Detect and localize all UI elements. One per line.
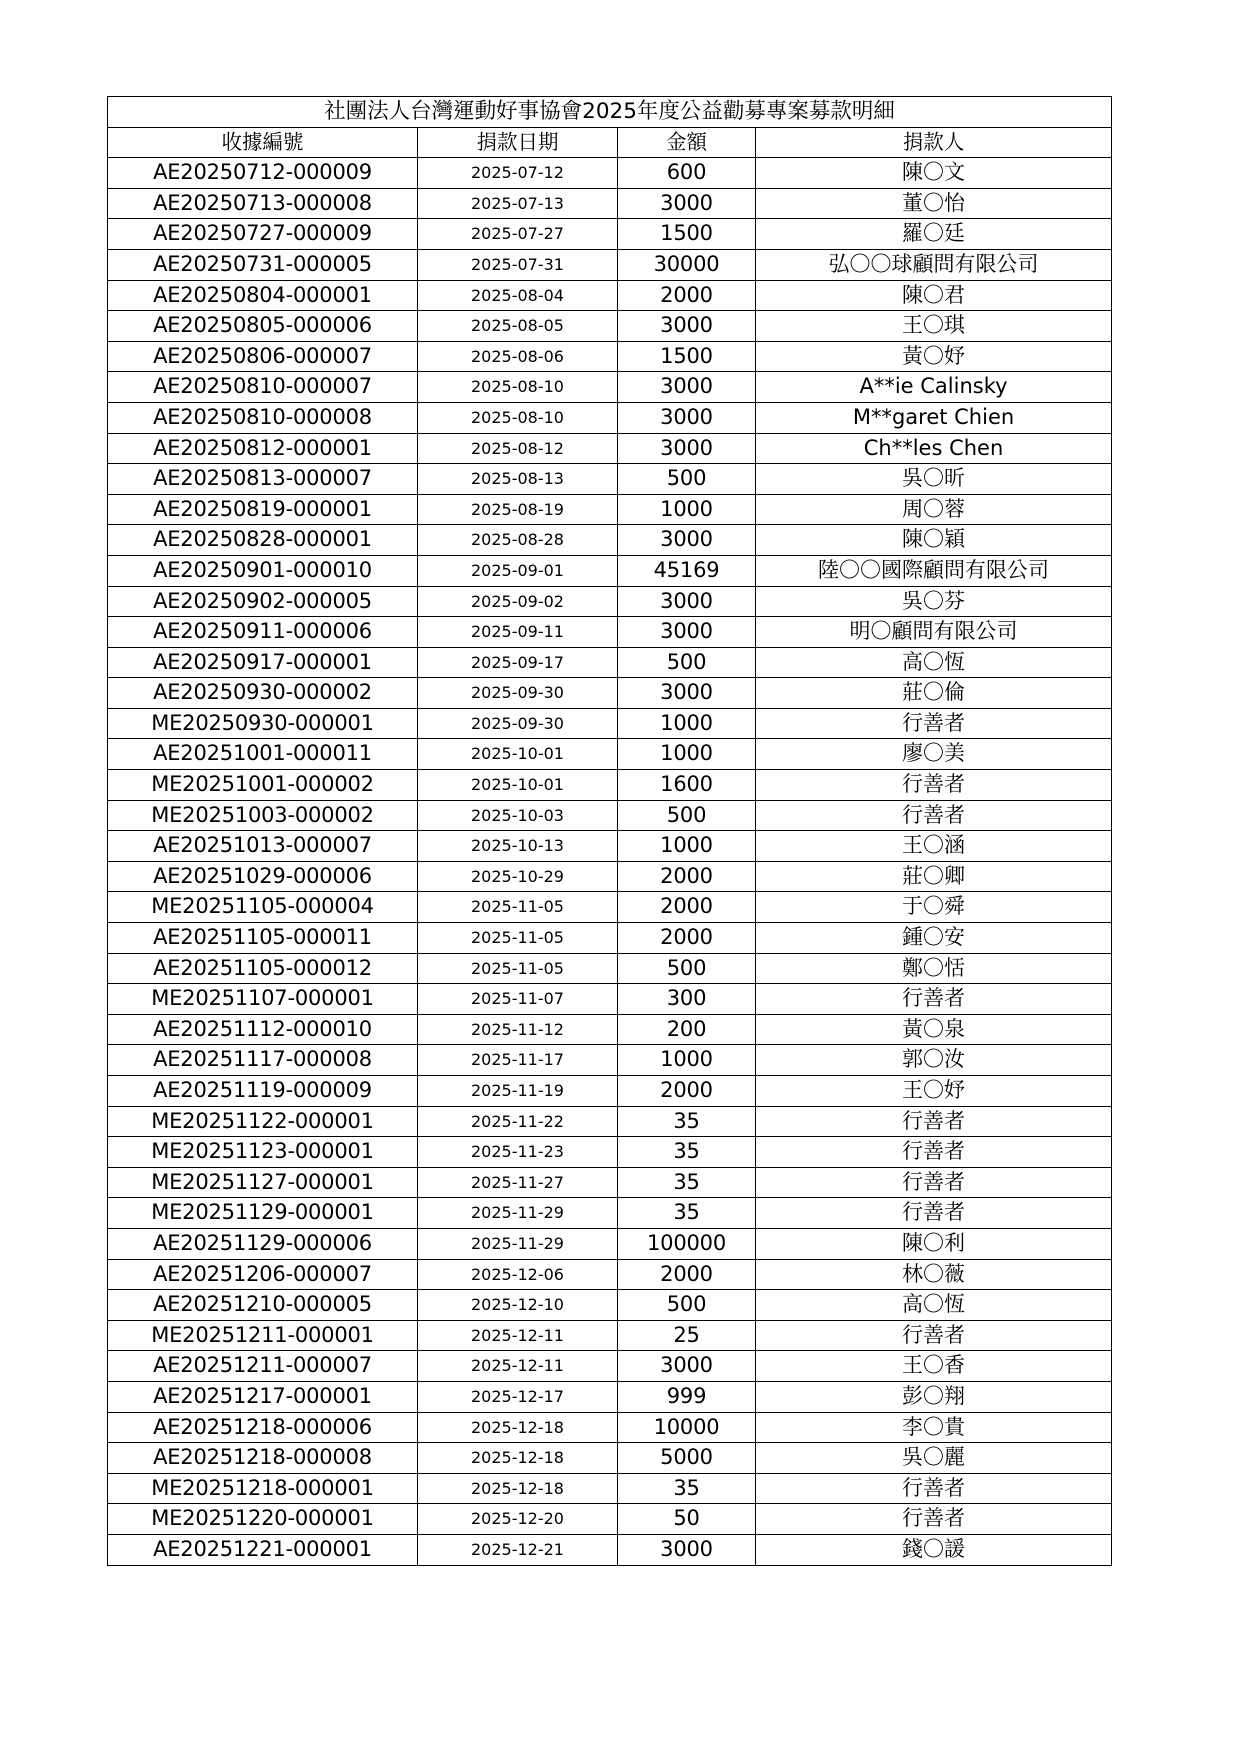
cell-donor: 羅〇廷	[756, 219, 1112, 250]
cell-receipt-no: AE20250813-000007	[108, 464, 418, 495]
cell-donor: 郭〇汝	[756, 1045, 1112, 1076]
table-row	[108, 1014, 1112, 1045]
cell-amount: 2000	[618, 1259, 756, 1290]
cell-donor: M**garet Chien	[756, 402, 1112, 433]
table-row	[108, 555, 1112, 586]
cell-donation-date: 2025-07-13	[418, 188, 618, 219]
table-row	[108, 1259, 1112, 1290]
table-row	[108, 402, 1112, 433]
cell-receipt-no: ME20251105-000004	[108, 892, 418, 923]
table-row	[108, 494, 1112, 525]
cell-donor: 行善者	[756, 1320, 1112, 1351]
table-header	[108, 97, 1112, 158]
cell-donation-date: 2025-12-17	[418, 1381, 618, 1412]
cell-donation-date: 2025-11-23	[418, 1137, 618, 1168]
cell-amount: 5000	[618, 1443, 756, 1474]
table-row	[108, 525, 1112, 556]
cell-donor: 行善者	[756, 1167, 1112, 1198]
table-row	[108, 831, 1112, 862]
cell-receipt-no: AE20251013-000007	[108, 831, 418, 862]
cell-amount: 999	[618, 1381, 756, 1412]
cell-donor: 行善者	[756, 1473, 1112, 1504]
donation-detail-table	[107, 96, 1112, 1566]
cell-amount: 500	[618, 953, 756, 984]
cell-amount: 30000	[618, 249, 756, 280]
cell-amount: 2000	[618, 892, 756, 923]
title-row	[108, 97, 1112, 128]
column-header-donor: 捐款人	[756, 127, 1112, 158]
cell-donor: 莊〇卿	[756, 861, 1112, 892]
cell-donor: Ch**les Chen	[756, 433, 1112, 464]
cell-receipt-no: ME20251123-000001	[108, 1137, 418, 1168]
cell-donation-date: 2025-09-17	[418, 647, 618, 678]
cell-donation-date: 2025-09-30	[418, 678, 618, 709]
cell-donor: 行善者	[756, 984, 1112, 1015]
cell-donation-date: 2025-11-05	[418, 892, 618, 923]
cell-receipt-no: AE20250930-000002	[108, 678, 418, 709]
cell-donor: 董〇怡	[756, 188, 1112, 219]
cell-donation-date: 2025-07-27	[418, 219, 618, 250]
cell-donor: 陳〇文	[756, 158, 1112, 189]
cell-amount: 2000	[618, 280, 756, 311]
table-row	[108, 1290, 1112, 1321]
cell-receipt-no: AE20250805-000006	[108, 311, 418, 342]
column-header-amount: 金額	[618, 127, 756, 158]
cell-amount: 35	[618, 1106, 756, 1137]
cell-amount: 1500	[618, 219, 756, 250]
cell-receipt-no: AE20250819-000001	[108, 494, 418, 525]
cell-donor: 吳〇昕	[756, 464, 1112, 495]
cell-receipt-no: AE20251206-000007	[108, 1259, 418, 1290]
cell-amount: 1600	[618, 770, 756, 801]
cell-receipt-no: AE20250812-000001	[108, 433, 418, 464]
cell-receipt-no: AE20250828-000001	[108, 525, 418, 556]
cell-receipt-no: AE20250804-000001	[108, 280, 418, 311]
table-row	[108, 372, 1112, 403]
cell-receipt-no: AE20250713-000008	[108, 188, 418, 219]
table-row	[108, 158, 1112, 189]
cell-amount: 3000	[618, 586, 756, 617]
cell-donation-date: 2025-12-20	[418, 1504, 618, 1535]
cell-donor: 莊〇倫	[756, 678, 1112, 709]
table-row	[108, 280, 1112, 311]
cell-amount: 35	[618, 1198, 756, 1229]
cell-receipt-no: AE20251221-000001	[108, 1534, 418, 1565]
cell-amount: 3000	[618, 617, 756, 648]
cell-amount: 50	[618, 1504, 756, 1535]
column-header-row	[108, 127, 1112, 158]
cell-receipt-no: AE20251210-000005	[108, 1290, 418, 1321]
cell-amount: 35	[618, 1473, 756, 1504]
table-row	[108, 249, 1112, 280]
table-row	[108, 678, 1112, 709]
cell-donor: 王〇妤	[756, 1076, 1112, 1107]
cell-donation-date: 2025-12-10	[418, 1290, 618, 1321]
cell-receipt-no: AE20250712-000009	[108, 158, 418, 189]
cell-donation-date: 2025-08-10	[418, 372, 618, 403]
cell-amount: 300	[618, 984, 756, 1015]
cell-receipt-no: ME20251211-000001	[108, 1320, 418, 1351]
cell-receipt-no: AE20251105-000011	[108, 923, 418, 954]
cell-donation-date: 2025-10-01	[418, 770, 618, 801]
cell-donation-date: 2025-08-12	[418, 433, 618, 464]
cell-amount: 10000	[618, 1412, 756, 1443]
cell-donation-date: 2025-11-19	[418, 1076, 618, 1107]
cell-donation-date: 2025-11-12	[418, 1014, 618, 1045]
cell-receipt-no: AE20251217-000001	[108, 1381, 418, 1412]
cell-donor: A**ie Calinsky	[756, 372, 1112, 403]
cell-receipt-no: AE20250731-000005	[108, 249, 418, 280]
table-row	[108, 311, 1112, 342]
cell-receipt-no: ME20251001-000002	[108, 770, 418, 801]
cell-donor: 周〇蓉	[756, 494, 1112, 525]
table-row	[108, 1351, 1112, 1382]
cell-receipt-no: AE20251029-000006	[108, 861, 418, 892]
cell-amount: 3000	[618, 525, 756, 556]
cell-donation-date: 2025-10-13	[418, 831, 618, 862]
cell-donor: 錢〇諼	[756, 1534, 1112, 1565]
cell-donation-date: 2025-10-29	[418, 861, 618, 892]
cell-receipt-no: ME20251107-000001	[108, 984, 418, 1015]
cell-amount: 500	[618, 1290, 756, 1321]
cell-receipt-no: ME20251218-000001	[108, 1473, 418, 1504]
table-row	[108, 1443, 1112, 1474]
cell-amount: 600	[618, 158, 756, 189]
cell-donation-date: 2025-11-05	[418, 923, 618, 954]
cell-receipt-no: AE20251001-000011	[108, 739, 418, 770]
table-row	[108, 586, 1112, 617]
cell-receipt-no: ME20251122-000001	[108, 1106, 418, 1137]
cell-donation-date: 2025-08-10	[418, 402, 618, 433]
cell-receipt-no: AE20250810-000007	[108, 372, 418, 403]
cell-donor: 鄭〇恬	[756, 953, 1112, 984]
cell-receipt-no: ME20250930-000001	[108, 708, 418, 739]
cell-receipt-no: ME20251127-000001	[108, 1167, 418, 1198]
table-row	[108, 739, 1112, 770]
cell-donation-date: 2025-07-12	[418, 158, 618, 189]
table-row	[108, 1045, 1112, 1076]
cell-donor: 彭〇翔	[756, 1381, 1112, 1412]
cell-donor: 鍾〇安	[756, 923, 1112, 954]
cell-amount: 3000	[618, 372, 756, 403]
cell-receipt-no: AE20251211-000007	[108, 1351, 418, 1382]
column-header-receipt-no: 收據編號	[108, 127, 418, 158]
cell-donor: 明〇顧問有限公司	[756, 617, 1112, 648]
cell-donation-date: 2025-10-03	[418, 800, 618, 831]
table-row	[108, 1320, 1112, 1351]
table-row	[108, 433, 1112, 464]
cell-donor: 行善者	[756, 1106, 1112, 1137]
cell-donation-date: 2025-09-11	[418, 617, 618, 648]
cell-donor: 王〇香	[756, 1351, 1112, 1382]
cell-donor: 陳〇利	[756, 1228, 1112, 1259]
table-row	[108, 647, 1112, 678]
cell-donor: 于〇舜	[756, 892, 1112, 923]
table-row	[108, 617, 1112, 648]
cell-donation-date: 2025-12-18	[418, 1443, 618, 1474]
cell-donation-date: 2025-11-22	[418, 1106, 618, 1137]
cell-amount: 2000	[618, 861, 756, 892]
table-row	[108, 892, 1112, 923]
cell-amount: 1000	[618, 831, 756, 862]
table-row	[108, 1381, 1112, 1412]
cell-donation-date: 2025-08-19	[418, 494, 618, 525]
cell-donor: 李〇貴	[756, 1412, 1112, 1443]
cell-amount: 500	[618, 800, 756, 831]
cell-donation-date: 2025-12-11	[418, 1320, 618, 1351]
table-row	[108, 464, 1112, 495]
cell-donation-date: 2025-08-05	[418, 311, 618, 342]
table-row	[108, 1076, 1112, 1107]
cell-receipt-no: AE20250901-000010	[108, 555, 418, 586]
cell-donation-date: 2025-12-18	[418, 1412, 618, 1443]
cell-receipt-no: AE20251117-000008	[108, 1045, 418, 1076]
cell-donation-date: 2025-12-06	[418, 1259, 618, 1290]
cell-donation-date: 2025-11-29	[418, 1228, 618, 1259]
cell-donor: 行善者	[756, 708, 1112, 739]
cell-donor: 陳〇穎	[756, 525, 1112, 556]
table-body	[108, 158, 1112, 1565]
table-row	[108, 188, 1112, 219]
cell-amount: 1500	[618, 341, 756, 372]
cell-receipt-no: AE20250810-000008	[108, 402, 418, 433]
column-header-donation-date: 捐款日期	[418, 127, 618, 158]
table-row	[108, 953, 1112, 984]
cell-donation-date: 2025-10-01	[418, 739, 618, 770]
cell-amount: 35	[618, 1167, 756, 1198]
cell-donor: 吳〇芬	[756, 586, 1112, 617]
cell-donor: 陸〇〇國際顧問有限公司	[756, 555, 1112, 586]
cell-amount: 200	[618, 1014, 756, 1045]
table-row	[108, 770, 1112, 801]
cell-receipt-no: AE20251105-000012	[108, 953, 418, 984]
table-row	[108, 219, 1112, 250]
cell-receipt-no: AE20250902-000005	[108, 586, 418, 617]
table-row	[108, 1167, 1112, 1198]
cell-amount: 1000	[618, 739, 756, 770]
cell-receipt-no: AE20250727-000009	[108, 219, 418, 250]
cell-amount: 3000	[618, 311, 756, 342]
cell-amount: 1000	[618, 1045, 756, 1076]
cell-donor: 弘〇〇球顧問有限公司	[756, 249, 1112, 280]
cell-amount: 2000	[618, 1076, 756, 1107]
cell-donation-date: 2025-09-02	[418, 586, 618, 617]
cell-receipt-no: AE20250911-000006	[108, 617, 418, 648]
cell-donation-date: 2025-09-30	[418, 708, 618, 739]
cell-donation-date: 2025-12-21	[418, 1534, 618, 1565]
cell-donor: 行善者	[756, 770, 1112, 801]
cell-donation-date: 2025-11-27	[418, 1167, 618, 1198]
cell-amount: 2000	[618, 923, 756, 954]
table-row	[108, 341, 1112, 372]
table-row	[108, 923, 1112, 954]
cell-amount: 3000	[618, 1351, 756, 1382]
cell-amount: 25	[618, 1320, 756, 1351]
cell-donation-date: 2025-12-18	[418, 1473, 618, 1504]
cell-donation-date: 2025-11-07	[418, 984, 618, 1015]
cell-amount: 3000	[618, 402, 756, 433]
cell-donation-date: 2025-11-05	[418, 953, 618, 984]
cell-receipt-no: AE20250917-000001	[108, 647, 418, 678]
cell-donor: 黃〇泉	[756, 1014, 1112, 1045]
cell-receipt-no: ME20251220-000001	[108, 1504, 418, 1535]
table-row	[108, 1412, 1112, 1443]
cell-amount: 3000	[618, 678, 756, 709]
document-title: 社團法人台灣運動好事協會2025年度公益勸募專案募款明細	[108, 97, 1112, 128]
cell-receipt-no: AE20250806-000007	[108, 341, 418, 372]
cell-receipt-no: ME20251129-000001	[108, 1198, 418, 1229]
table-row	[108, 1534, 1112, 1565]
cell-amount: 35	[618, 1137, 756, 1168]
cell-receipt-no: AE20251119-000009	[108, 1076, 418, 1107]
cell-donor: 林〇薇	[756, 1259, 1112, 1290]
cell-donor: 行善者	[756, 1137, 1112, 1168]
cell-amount: 3000	[618, 1534, 756, 1565]
table-row	[108, 1106, 1112, 1137]
cell-donation-date: 2025-11-17	[418, 1045, 618, 1076]
cell-amount: 100000	[618, 1228, 756, 1259]
cell-receipt-no: AE20251218-000006	[108, 1412, 418, 1443]
cell-amount: 45169	[618, 555, 756, 586]
cell-donor: 陳〇君	[756, 280, 1112, 311]
table-row	[108, 800, 1112, 831]
table-row	[108, 1228, 1112, 1259]
cell-donation-date: 2025-08-28	[418, 525, 618, 556]
table-row	[108, 708, 1112, 739]
cell-donation-date: 2025-09-01	[418, 555, 618, 586]
table-row	[108, 1137, 1112, 1168]
cell-donor: 行善者	[756, 800, 1112, 831]
table-row	[108, 1504, 1112, 1535]
cell-amount: 1000	[618, 708, 756, 739]
table-row	[108, 861, 1112, 892]
cell-donation-date: 2025-08-04	[418, 280, 618, 311]
cell-receipt-no: AE20251218-000008	[108, 1443, 418, 1474]
cell-donor: 王〇琪	[756, 311, 1112, 342]
cell-donor: 吳〇麗	[756, 1443, 1112, 1474]
table-row	[108, 984, 1112, 1015]
cell-donation-date: 2025-12-11	[418, 1351, 618, 1382]
cell-amount: 500	[618, 647, 756, 678]
cell-donation-date: 2025-08-06	[418, 341, 618, 372]
donation-detail-sheet	[107, 96, 1111, 1566]
cell-amount: 1000	[618, 494, 756, 525]
cell-amount: 500	[618, 464, 756, 495]
cell-donor: 行善者	[756, 1198, 1112, 1229]
cell-receipt-no: AE20251112-000010	[108, 1014, 418, 1045]
cell-receipt-no: AE20251129-000006	[108, 1228, 418, 1259]
cell-donor: 黃〇妤	[756, 341, 1112, 372]
cell-donor: 高〇恆	[756, 1290, 1112, 1321]
cell-donation-date: 2025-07-31	[418, 249, 618, 280]
table-row	[108, 1473, 1112, 1504]
cell-amount: 3000	[618, 188, 756, 219]
cell-donor: 行善者	[756, 1504, 1112, 1535]
table-row	[108, 1198, 1112, 1229]
cell-donation-date: 2025-11-29	[418, 1198, 618, 1229]
cell-donor: 王〇涵	[756, 831, 1112, 862]
cell-amount: 3000	[618, 433, 756, 464]
cell-receipt-no: ME20251003-000002	[108, 800, 418, 831]
cell-donor: 廖〇美	[756, 739, 1112, 770]
cell-donor: 高〇恆	[756, 647, 1112, 678]
cell-donation-date: 2025-08-13	[418, 464, 618, 495]
